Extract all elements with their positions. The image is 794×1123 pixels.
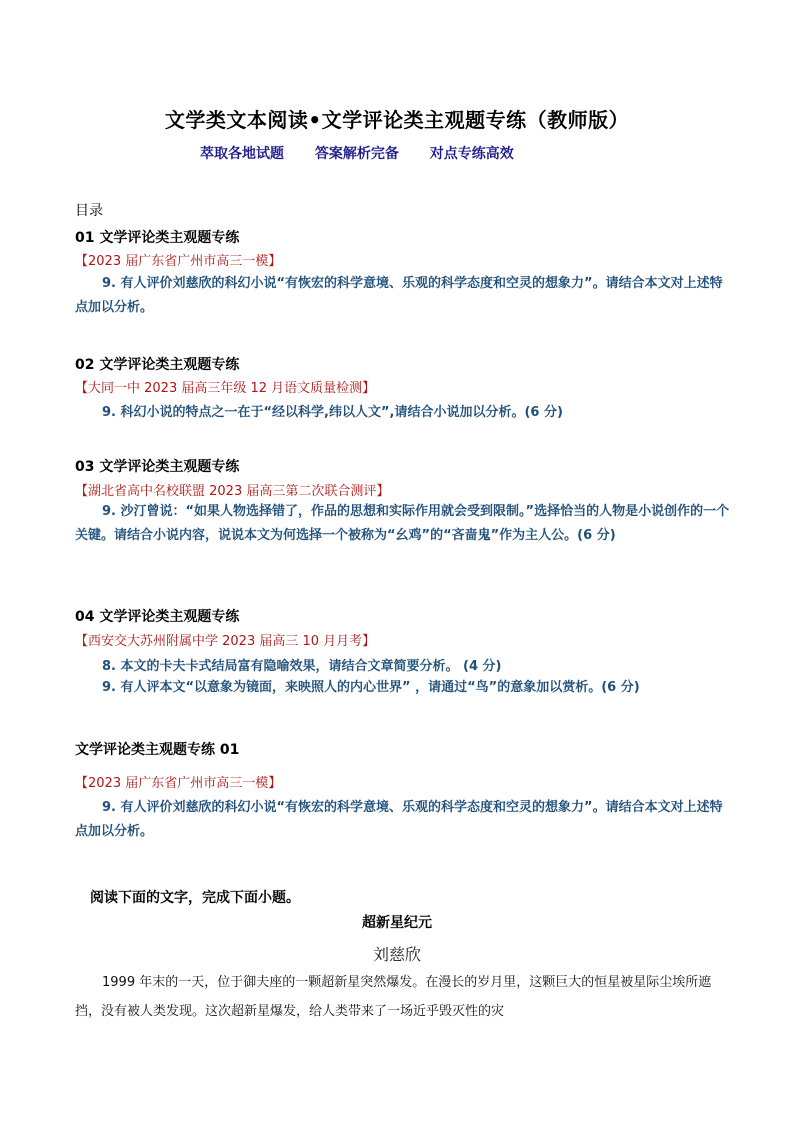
toc-source-04: 【西安交大苏州附属中学 2023 届高三 10 月月考】 (75, 634, 376, 649)
toc-question-02: 9. 科幻小说的特点之一在于“经以科学,纬以人文”,请结合小说加以分析。(6 分) (102, 405, 563, 420)
subtitle-item: 对点专练高效 (429, 146, 514, 162)
toc-question-01: 9. 有人评价刘慈欣的科幻小说“有恢宏的科学意境、乐观的科学态度和空灵的想象力”。请结合本文对上述特点加以分析。 (75, 276, 723, 315)
toc-source-03: 【湖北省高中名校联盟 2023 届高三第二次联合测评】 (75, 484, 390, 499)
toc-label: 目录 (75, 203, 103, 219)
toc-heading-02[interactable]: 02 文学评论类主观题专练 (75, 357, 240, 373)
toc-question-04a: 8. 本文的卡夫卡式结局富有隐喻效果，请结合文章简要分析。 (4 分) (102, 659, 502, 674)
toc-source-01: 【2023 届广东省广州市高三一模】 (75, 254, 282, 269)
toc-question-04b: 9. 有人评本文“以意象为镜面，来映照人的内心世界” ，请通过“鸟”的意象加以赏析。(6 分) (102, 680, 640, 695)
subtitle-item: 答案解析完备 (314, 146, 399, 162)
page-title: 文学类文本阅读•文学评论类主观题专练（教师版） (164, 108, 630, 132)
passage-title: 超新星纪元 (362, 915, 432, 931)
subtitle-line (200, 143, 540, 163)
passage-author: 刘慈欣 (372, 945, 421, 964)
toc-heading-04[interactable]: 04 文学评论类主观题专练 (75, 609, 240, 625)
section-source: 【2023 届广东省广州市高三一模】 (75, 776, 282, 791)
section-heading: 文学评论类主观题专练 01 (75, 742, 240, 758)
toc-heading-01[interactable]: 01 文学评论类主观题专练 (75, 230, 240, 246)
toc-question-03: 9. 沙汀曾说：“如果人物选择错了，作品的思想和实际作用就会受到限制。”选择恰当的人物是小说创作的一个关键。请结合小说内容，说说本文为何选择一个被称为“幺鸡”的“吝啬鬼”作为主人公。(6 分) (75, 504, 730, 543)
passage-paragraph: 1999 年末的一天，位于御夫座的一颗超新星突然爆发。在漫长的岁月里，这颗巨大的恒星被星际尘埃所遮挡，没有被人类发现。这次超新星爆发，给人类带来了一场近乎毁灭性的灾 (75, 975, 712, 1019)
toc-source-02: 【大同一中 2023 届高三年级 12 月语文质量检测】 (75, 381, 376, 396)
toc-heading-03[interactable]: 03 文学评论类主观题专练 (75, 459, 240, 475)
subtitle-item: 萃取各地试题 (200, 146, 284, 162)
reading-instruction: 阅读下面的文字，完成下面小题。 (90, 890, 300, 906)
section-question: 9. 有人评价刘慈欣的科幻小说“有恢宏的科学意境、乐观的科学态度和空灵的想象力”。请结合本文对上述特点加以分析。 (75, 800, 723, 839)
